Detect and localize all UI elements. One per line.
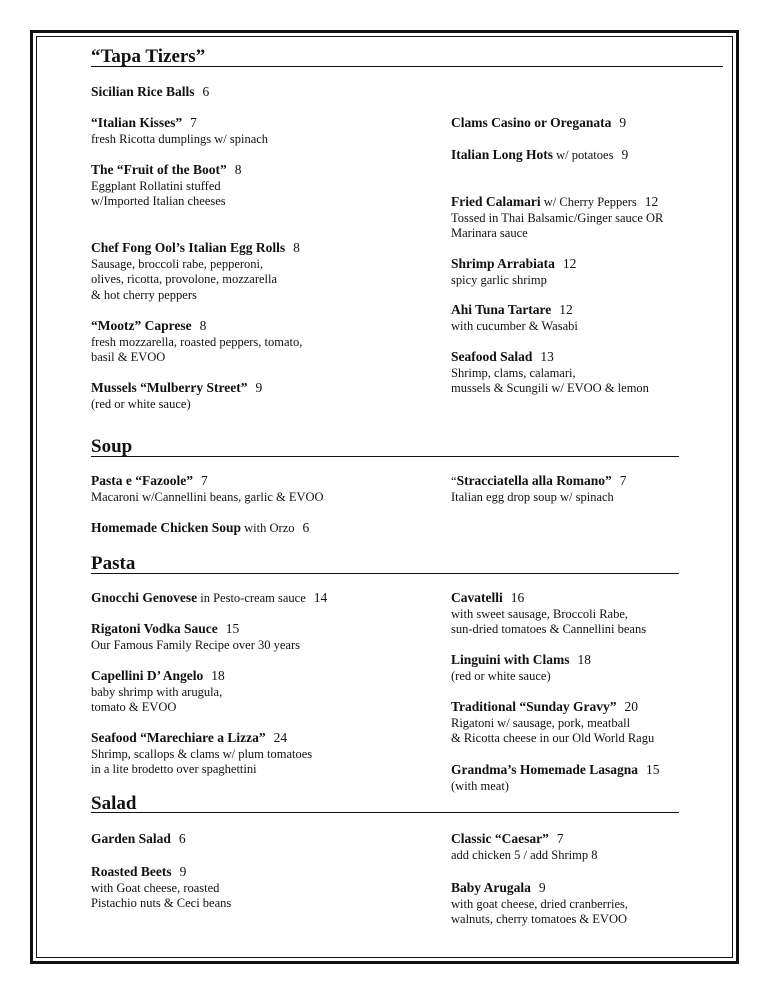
item-description: olives, ricotta, provolone, mozzarella	[91, 272, 278, 286]
item-heading	[91, 162, 242, 179]
item-heading	[91, 831, 186, 848]
item-heading	[451, 762, 660, 779]
menu-item	[451, 256, 576, 288]
item-price: 24	[273, 730, 288, 745]
item-heading	[451, 880, 628, 897]
item-price: 12	[562, 256, 577, 271]
item-heading	[91, 520, 309, 537]
section-rule-tapas	[91, 66, 723, 67]
item-price: 9	[255, 380, 263, 395]
item-description: Tossed in Thai Balsamic/Ginger sauce OR	[451, 210, 664, 225]
item-price: 9	[621, 147, 629, 162]
item-heading	[451, 147, 628, 164]
menu-item	[451, 880, 628, 928]
item-price: 6	[178, 831, 186, 846]
menu-item	[451, 302, 578, 334]
item-heading	[451, 831, 598, 848]
item-name: “Italian Kisses”	[91, 115, 183, 130]
menu-item	[451, 194, 663, 242]
item-heading	[451, 302, 578, 319]
item-heading	[91, 240, 300, 257]
item-price: 7	[556, 831, 564, 846]
item-name: Roasted Beets	[91, 864, 172, 879]
item-description: Italian egg drop soup w/ spinach	[451, 489, 614, 504]
item-description: & Ricotta cheese in our Old World Ragu	[451, 731, 655, 745]
item-heading	[91, 864, 231, 881]
item-name: The “Fruit of the Boot”	[91, 162, 227, 177]
item-heading	[451, 699, 654, 716]
item-price: 15	[646, 762, 660, 777]
item-price: 12	[644, 194, 659, 209]
item-note: w/ Cherry Peppers	[540, 195, 637, 209]
item-description: fresh Ricotta dumplings w/ spinach	[91, 131, 269, 146]
section-title-tapas: “Tapa Tizers”	[91, 46, 206, 67]
item-price: 9	[538, 880, 546, 895]
section-rule-pasta	[91, 573, 679, 574]
section-title-soup: Soup	[91, 436, 133, 457]
item-description: mussels & Scungili w/ EVOO & lemon	[451, 381, 649, 395]
item-description: Shrimp, clams, calamari,	[451, 365, 576, 380]
item-description: in a lite brodetto over spaghettini	[91, 762, 257, 776]
menu-item	[91, 318, 302, 366]
item-name: Cavatelli	[451, 590, 503, 605]
item-prefix: “	[451, 474, 457, 488]
item-heading	[451, 652, 591, 669]
menu-item	[451, 473, 627, 505]
item-description: Shrimp, scallops & clams w/ plum tomatoes	[91, 746, 313, 761]
item-description: with cucumber & Wasabi	[451, 318, 578, 333]
item-description: Sausage, broccoli rabe, pepperoni,	[91, 256, 264, 271]
item-price: 16	[510, 590, 525, 605]
item-name: Grandma’s Homemade Lasagna	[451, 762, 639, 777]
item-name: Fried Calamari	[451, 194, 541, 209]
item-heading	[451, 590, 646, 607]
menu-item	[91, 590, 327, 607]
item-name: Linguini with Clams	[451, 652, 570, 667]
item-heading	[451, 194, 663, 211]
item-name: Chef Fong Ool’s Italian Egg Rolls	[91, 240, 286, 255]
item-heading	[91, 318, 302, 335]
menu-item	[91, 240, 300, 303]
item-price: 12	[559, 302, 573, 317]
menu-item	[91, 730, 312, 778]
item-name: Rigatoni Vodka Sauce	[91, 621, 218, 636]
item-price: 13	[540, 349, 554, 364]
menu-item	[91, 520, 309, 537]
item-price: 8	[199, 318, 207, 333]
item-description: baby shrimp with arugula,	[91, 684, 223, 699]
menu-item	[451, 831, 598, 863]
item-name: Pasta e “Fazoole”	[91, 473, 193, 488]
item-price: 18	[577, 652, 592, 667]
item-note: with Orzo	[241, 521, 295, 535]
item-description: Rigatoni w/ sausage, pork, meatball	[451, 715, 631, 730]
item-description: & hot cherry peppers	[91, 287, 197, 302]
item-price: 7	[200, 473, 208, 488]
item-description: sun-dried tomatoes & Cannellini beans	[451, 622, 647, 636]
item-name: Ahi Tuna Tartare	[451, 302, 552, 317]
menu-item	[91, 668, 225, 716]
item-name: Clams Casino or Oreganata	[451, 115, 612, 130]
item-description: Pistachio nuts & Ceci beans	[91, 896, 232, 910]
item-heading	[91, 621, 300, 638]
menu-item	[91, 84, 209, 101]
item-heading	[91, 84, 209, 101]
item-description: (with meat)	[451, 778, 509, 793]
item-description: Eggplant Rollatini stuffed	[91, 178, 221, 193]
item-name: Baby Arugala	[451, 880, 531, 895]
menu-item	[451, 590, 646, 638]
item-description: Macaroni w/Cannellini beans, garlic & EVOO	[91, 489, 324, 504]
menu-item	[451, 762, 660, 794]
item-heading	[91, 115, 268, 132]
item-description: Marinara sauce	[451, 226, 528, 240]
menu-item	[91, 115, 268, 147]
menu-item	[91, 380, 262, 412]
section-rule-salad	[91, 812, 679, 813]
menu-item	[91, 162, 242, 210]
item-description: basil & EVOO	[91, 350, 166, 364]
item-price: 8	[293, 240, 300, 255]
menu-item	[91, 621, 300, 653]
item-description: with sweet sausage, Broccoli Rabe,	[451, 606, 629, 621]
item-description: with goat cheese, dried cranberries,	[451, 896, 629, 911]
item-description: (red or white sauce)	[451, 668, 551, 683]
item-note: in Pesto-cream sauce	[197, 591, 306, 605]
item-price: 20	[624, 699, 639, 714]
item-name: Garden Salad	[91, 831, 171, 846]
item-name: Italian Long Hots	[451, 147, 554, 162]
item-name: Classic “Caesar”	[451, 831, 549, 846]
menu-item	[91, 831, 186, 848]
item-name: Mussels “Mulberry Street”	[91, 380, 248, 395]
menu-item	[91, 864, 231, 912]
item-description: fresh mozzarella, roasted peppers, tomato,	[91, 334, 303, 349]
item-heading	[91, 730, 312, 747]
menu-item	[451, 147, 628, 164]
item-price: 14	[313, 590, 328, 605]
item-name: Homemade Chicken Soup	[91, 520, 242, 535]
item-heading	[91, 473, 324, 490]
item-description: Our Famous Family Recipe over 30 years	[91, 637, 300, 652]
item-price: 8	[234, 162, 242, 177]
item-name: Stracciatella alla Romano”	[456, 473, 612, 488]
item-name: Capellini D’ Angelo	[91, 668, 204, 683]
item-description: tomato & EVOO	[91, 700, 177, 714]
item-price: 6	[302, 520, 310, 535]
item-name: Seafood “Marechiare a Lizza”	[91, 730, 266, 745]
item-price: 6	[202, 84, 210, 99]
item-price: 7	[190, 115, 197, 130]
menu-item	[91, 473, 324, 505]
item-description: spicy garlic shrimp	[451, 272, 547, 287]
item-name: Gnocchi Genovese	[91, 590, 198, 605]
item-description: w/Imported Italian cheeses	[91, 194, 226, 208]
item-description: with Goat cheese, roasted	[91, 880, 220, 895]
item-name: Sicilian Rice Balls	[91, 84, 195, 99]
item-price: 9	[619, 115, 627, 130]
menu-item	[451, 349, 649, 397]
item-name: Seafood Salad	[451, 349, 533, 364]
item-description: add chicken 5 / add Shrimp 8	[451, 847, 598, 862]
item-heading	[451, 473, 627, 490]
section-title-salad: Salad	[91, 793, 137, 814]
item-heading	[451, 256, 576, 273]
item-price: 9	[179, 864, 187, 879]
menu-item	[451, 652, 591, 684]
item-heading	[91, 590, 327, 607]
item-price: 7	[619, 473, 627, 488]
item-name: “Mootz” Caprese	[91, 318, 192, 333]
item-name: Traditional “Sunday Gravy”	[451, 699, 617, 714]
section-rule-soup	[91, 456, 679, 457]
menu-item	[451, 699, 654, 747]
item-note: w/ potatoes	[553, 148, 614, 162]
item-price: 18	[211, 668, 225, 683]
menu-item	[451, 115, 626, 132]
item-name: Shrimp Arrabiata	[451, 256, 555, 271]
item-heading	[451, 115, 626, 132]
item-description: (red or white sauce)	[91, 396, 191, 411]
item-heading	[451, 349, 649, 366]
section-title-pasta: Pasta	[91, 553, 136, 574]
item-price: 15	[225, 621, 240, 636]
item-heading	[91, 668, 225, 685]
item-heading	[91, 380, 262, 397]
item-description: walnuts, cherry tomatoes & EVOO	[451, 912, 628, 926]
